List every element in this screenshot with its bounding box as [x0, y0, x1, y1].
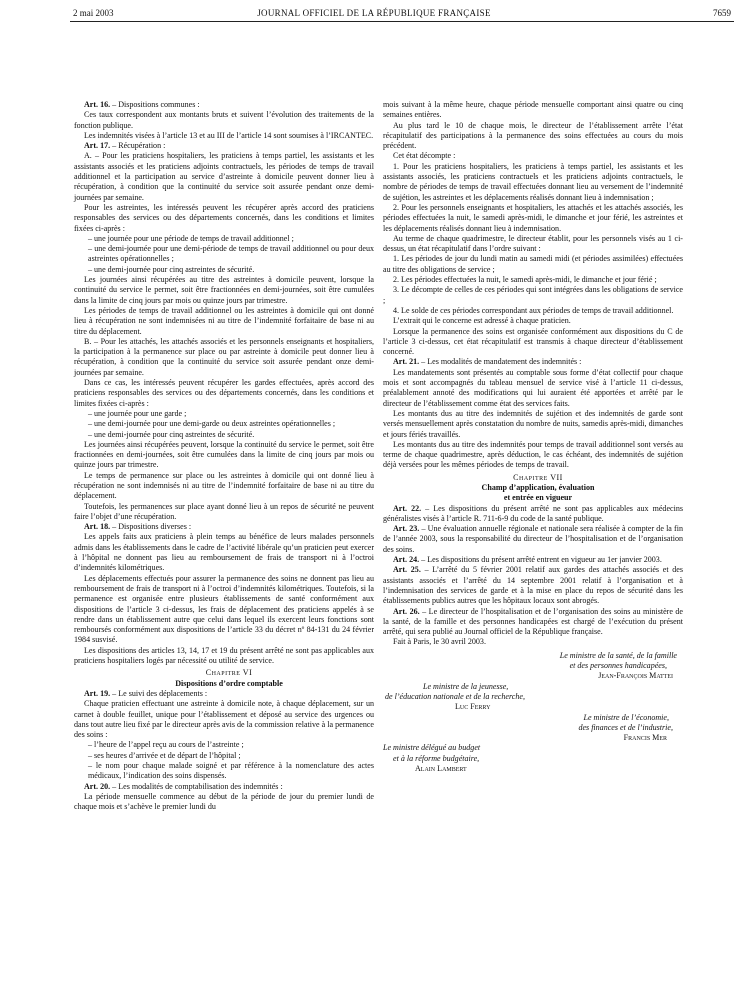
paragraph: Les périodes de temps de travail additionnel ou les astreintes à domicile qui ont donné lieu à récupération ne sont indemnisées ni au titre de l’indemnité forfaitaire de base ni au titre du déplacement.	[74, 305, 374, 336]
signatory-title: Le ministre de la jeunesse,	[423, 681, 509, 691]
list-item: – une demi-journée pour cinq astreintes de sécurité.	[88, 429, 255, 439]
paragraph: Les journées ainsi récupérées au titre des astreintes à domicile peuvent, lorsque la continuité du service le permet, soit être fractionnées en demi-journées, soit être cumulées dans la limite de cinq jours par mois ou quinze jours par trimestre.	[74, 275, 374, 305]
paragraph: Art. 21. – Les modalités de mandatement des indemnités :	[393, 357, 582, 367]
signatory-title: et à la réforme budgétaire,	[393, 753, 480, 763]
chapter-title-line2: et entrée en vigueur	[503, 493, 573, 503]
paragraph: Toutefois, les permanences sur place ayant donné lieu à un repos de sécurité ne peuvent faire l’objet d’une récupération.	[74, 501, 374, 521]
list-item: – l’heure de l’appel reçu au cours de l’astreinte ;	[88, 740, 244, 750]
list-item: – une demi-journée pour une demi-garde ou deux astreintes opérationnelles ;	[88, 419, 336, 429]
chapter-title-line1: Champ d’application, évaluation	[481, 482, 595, 492]
article-heading: Art. 16. – Dispositions communes :	[84, 100, 200, 109]
paragraph: 2. Pour les personnels enseignants et hospitaliers, les attachés et les attachés associés, les périodes effectuées la nuit, le samedi après-midi, le dimanche et jour férié, les astreintes et les déplacements réalisés donnant lieu à indemnisation.	[383, 202, 683, 233]
paragraph: Dans ce cas, les intéressés peuvent récupérer les gardes effectuées, après accord des praticiens responsables des services ou des départements concernés, dans les conditions et limites fixées ci-après :	[74, 378, 374, 408]
signatory-name: Jean-François Mattei	[598, 671, 673, 681]
paragraph: B. – Pour les attachés, les attachés associés et les personnels enseignants et hospitaliers, la participation à la permanence sur place ou par astreinte à domicile peut donner lieu à récupération, à condition que la continuité du service soit assurée pendant onze demi-journées par semaine.	[74, 336, 374, 377]
chapter-number: Chapitre VI	[205, 668, 253, 678]
paragraph: Art. 23. – Une évaluation annuelle régionale et nationale sera réalisée à compter de la fin de l’année 2003, sous la responsabilité du directeur de l’hospitalisation et de l’organisation des soins.	[383, 524, 683, 554]
paragraph: Les appels faits aux praticiens à plein temps au bénéfice de leurs malades personnels admis dans les établissements dans le cadre de l’activité libérale qu’un praticien peut exercer à l’hôpital ne donnent pas lieu au remboursement de frais de transport ni à l’octroi d’indemnités kilométriques.	[74, 532, 374, 573]
paragraph: Art. 20. – Les modalités de comptabilisation des indemnités :	[84, 781, 283, 791]
paragraph: 4. Le solde de ces périodes correspondant aux périodes de temps de travail additionnel.	[393, 305, 674, 315]
paragraph: Les montants dus au titre des indemnités pour temps de travail additionnel sont versés au terme de chaque quadrimestre, après déduction, le cas échéant, des indemnités de sujétion déjà versées pour les mêmes périodes de temps de travail.	[383, 439, 683, 470]
issue-date: 2 mai 2003	[73, 8, 114, 18]
list-item: – une demi-journée pour cinq astreintes de sécurité.	[88, 264, 255, 274]
paragraph: Fait à Paris, le 30 avril 2003.	[393, 637, 486, 647]
paragraph: L’extrait qui le concerne est adressé à chaque praticien.	[393, 316, 571, 326]
list-item: – ses heures d’arrivée et de départ de l’hôpital ;	[88, 750, 241, 760]
signatory-title: Le ministre de l’économie,	[583, 712, 669, 722]
list-item: – une journée pour une garde ;	[88, 408, 187, 418]
paragraph: Au plus tard le 10 de chaque mois, le directeur de l’établissement arrête l’état récapitulatif des participations à la permanence des soins effectuées au cours du mois précédent.	[383, 120, 683, 151]
chapter-title: Dispositions d’ordre comptable	[175, 678, 283, 688]
list-item: – le nom pour chaque malade soigné et par référence à la nomenclature des actes médicaux, l’indication des soins dispensés.	[88, 761, 374, 781]
paragraph: Cet état décompte :	[393, 151, 456, 161]
chapter-number: Chapitre VII	[513, 472, 563, 482]
paragraph: Art. 25. – L’arrêté du 5 février 2001 relatif aux gardes des attachés associés et des assistants associés et l’arrêté du 14 septembre 2001 relatif à l’organisation et à l’indemnisation des services de garde et à la mise en place du repos de sécurité dans les établissements publics autres que les hôpitaux locaux sont abrogés.	[383, 565, 683, 606]
paragraph: Art. 18. – Dispositions diverses :	[84, 522, 192, 532]
list-item: – une journée pour une période de temps de travail additionnel ;	[88, 233, 294, 243]
left-column	[74, 100, 374, 812]
signatory-title: de l’éducation nationale et de la recherche,	[385, 691, 525, 701]
paragraph: 1. Pour les praticiens hospitaliers, les praticiens à temps partiel, les assistants et les assistants associés, les praticiens contractuels et les praticiens adjoints contractuels, le nombre de périodes de temps de travail effectuées donnant lieu au versement de l’indemnité de sujétion, les astreintes et les déplacements réalisés donnant lieu à indemnisation ;	[383, 161, 683, 202]
paragraph: La période mensuelle commence au début de la période de jour du premier lundi de chaque mois et s’achève le premier lundi du	[74, 791, 374, 812]
signatory-title: et des personnes handicapées,	[569, 661, 667, 671]
paragraph: Les dispositions des articles 13, 14, 17 et 19 du présent arrêté ne sont pas applicables aux praticiens hospitaliers logés par nécessité ou utilité de service.	[74, 645, 374, 666]
paragraph: Art. 24. – Les dispositions du présent arrêté entrent en vigueur au 1er janvier 2003.	[393, 555, 662, 565]
paragraph: Les journées ainsi récupérées peuvent, lorsque la continuité du service le permet, soit être fractionnées en demi-journées, soit être cumulées dans la limite de cinq jours par mois ou quinze jours par trimestre.	[74, 439, 374, 470]
signatory-name: Francis Mer	[623, 733, 667, 743]
paragraph: A. – Pour les praticiens hospitaliers, les praticiens à temps partiel, les assistants et les assistants associés et les praticiens adjoints contractuels, les périodes de temps de travail additionnel et la participation au service d’astreinte à domicile peuvent donner lieu à récupération, à condition que la continuité du service soit assurée pendant onze demi-journées par semaine.	[74, 151, 374, 202]
paragraph: 2. Les périodes effectuées la nuit, le samedi après-midi, le dimanche et jour férié ;	[393, 275, 657, 285]
paragraph: Art. 19. – Le suivi des déplacements :	[84, 688, 208, 698]
paragraph: Les mandatements sont présentés au comptable sous forme d’état collectif pour chaque mois et sont accompagnés du tableau mensuel de service visé à l’article 11 ci-dessus, préalablement annoté des modifications qui lui auraient été apportées et arrêté par le directeur de l’établissement comme état des services faits.	[383, 367, 683, 408]
signatory-title: Le ministre délégué au budget	[383, 743, 481, 753]
paragraph: Pour les astreintes, les intéressés peuvent les récupérer après accord des praticiens responsables des services ou des départements concernés, dans les conditions et limites fixées ci-après :	[74, 202, 374, 233]
paragraph: Les indemnités visées à l’article 13 et au III de l’article 14 sont soumises à l’IRCANTEC.	[84, 130, 374, 140]
paragraph: Les déplacements effectués pour assurer la permanence des soins ne donnent pas lieu au remboursement de frais de transport ni à l’octroi d’indemnités kilométriques. Toutefois, si la permanence est organisée entre plusieurs établissements de santé conformément aux dispositions de l’article 3 ci-dessus, les frais de déplacement des praticiens appelés à se rendre dans un établissement autre que celui dans lequel ils exercent leurs fonctions sont remboursés conformément aux dispositions de l’article 33 du décret nº 84-131 du 24 février 1984 susvisé.	[74, 573, 374, 645]
paragraph: Art. 26. – Le directeur de l’hospitalisation et de l’organisation des soins au ministère de la santé, de la famille et des personnes handicapées est chargé de l’exécution du présent arrêté, qui sera publié au Journal officiel de la République française.	[383, 606, 683, 637]
page-number: 7659	[713, 8, 731, 18]
paragraph: Art. 22. – Les dispositions du présent arrêté ne sont pas applicables aux médecins généralistes visés à l’article R. 711-6-9 du code de la santé publique.	[383, 503, 683, 523]
signatory-title: des finances et de l’industrie,	[578, 722, 673, 732]
paragraph: Le temps de permanence sur place ou les astreintes à domicile qui ont donné lieu à récupération ne sont indemnisés ni au titre de l’indemnité forfaitaire de base ni au titre du déplacement.	[74, 470, 374, 501]
paragraph: 3. Le décompte de celles de ces périodes qui sont intégrées dans les obligations de service ;	[383, 285, 683, 305]
paragraph: 1. Les périodes de jour du lundi matin au samedi midi (et périodes assimilées) effectuées au titre des obligations de service ;	[383, 254, 683, 274]
paragraph: Les montants dus au titre des indemnités de sujétion et des indemnités de garde sont versés mensuellement après constatation du nombre de nuits, samedis après-midi, dimanches et jours fériés travaillés.	[383, 408, 683, 439]
paragraph: Ces taux correspondent aux montants bruts et suivent l’évolution des traitements de la fonction publique.	[74, 110, 374, 130]
paragraph: Au terme de chaque quadrimestre, le directeur établit, pour les personnels visés au 1 ci-dessus, un état récapitulatif dans l’ordre suivant :	[383, 233, 683, 254]
signatory-title: Le ministre de la santé, de la famille	[559, 650, 677, 660]
list-item: – une demi-journée pour une demi-période de temps de travail additionnel ou pour deux astreintes opérationnelles ;	[88, 244, 374, 264]
header-rule	[70, 21, 734, 22]
paragraph: Chaque praticien effectuant une astreinte à domicile note, à chaque déplacement, sur un carnet à double feuillet, unique pour l’établissement et déposé au service des urgences ou dans tout autre lieu fixé par le directeur après avis de la commission relative à la permanence des soins :	[74, 699, 374, 740]
right-column	[383, 100, 683, 774]
signatory-name: Luc Ferry	[455, 702, 491, 712]
signatory-name: Alain Lambert	[415, 764, 467, 773]
journal-title: JOURNAL OFFICIEL DE LA RÉPUBLIQUE FRANÇAISE	[257, 8, 491, 18]
paragraph: mois suivant à la même heure, chaque période mensuelle comportant ainsi quatre ou cinq semaines entières.	[383, 100, 683, 120]
paragraph: Art. 17. – Récupération :	[84, 141, 166, 151]
paragraph: Lorsque la permanence des soins est organisée conformément aux dispositions du C de l’article 3 ci-dessus, cet état récapitulatif est transmis à chaque directeur d’établissement concerné.	[383, 326, 683, 357]
